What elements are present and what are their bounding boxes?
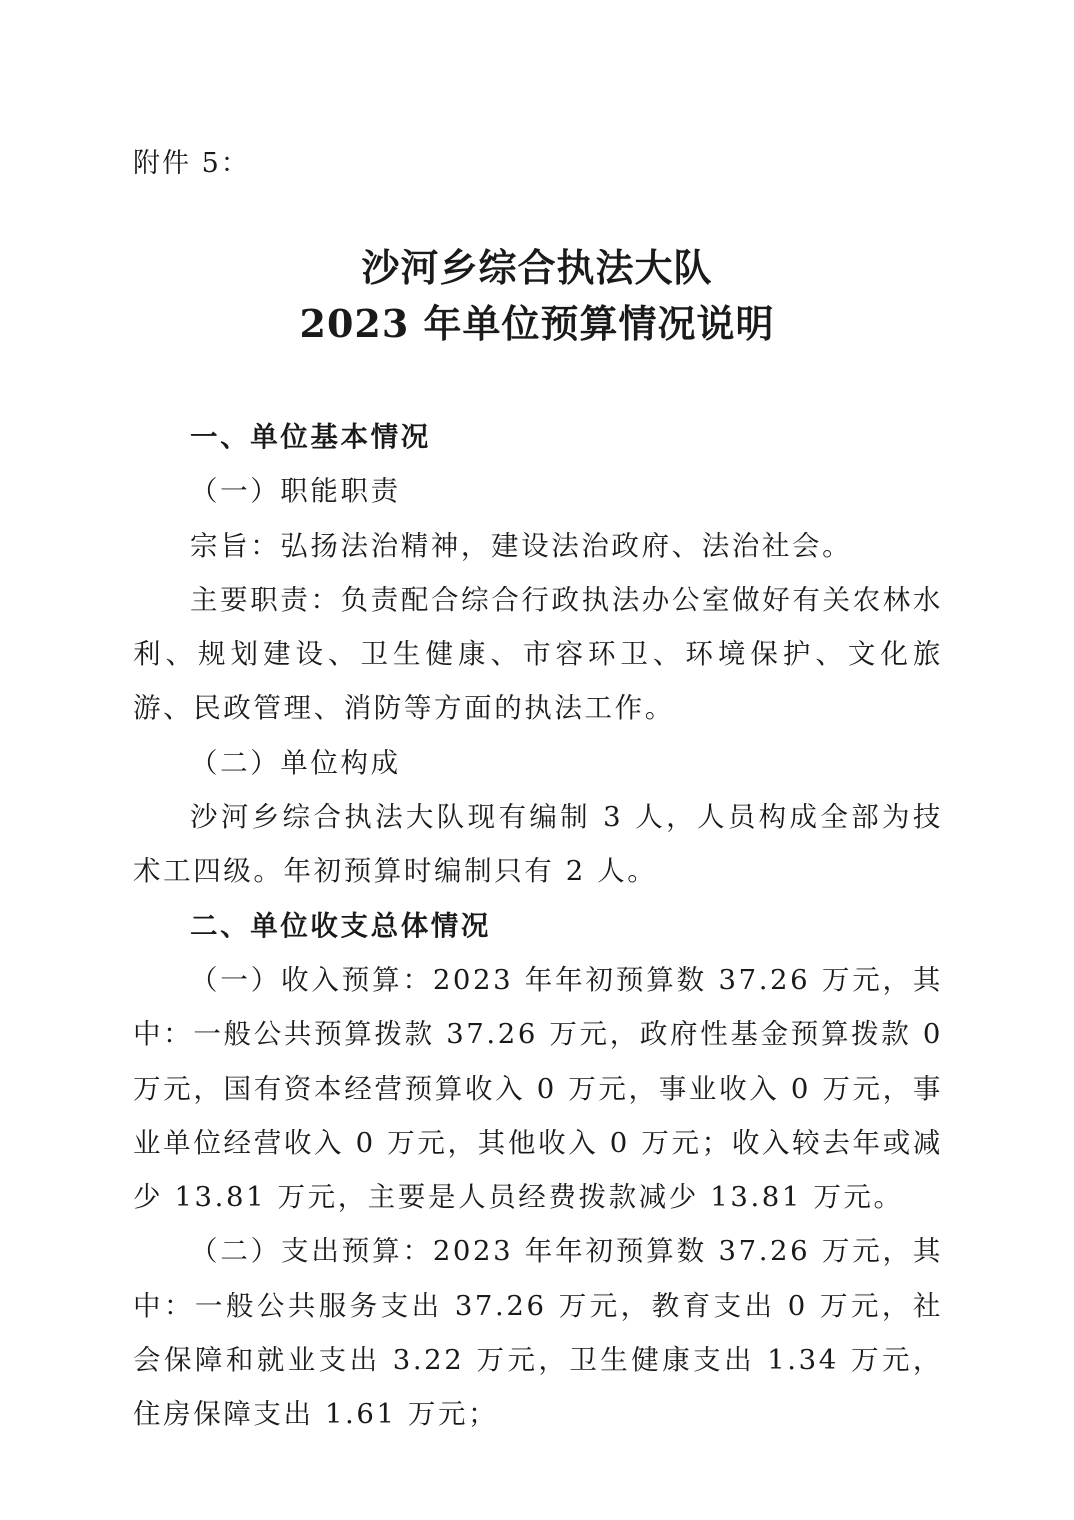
- body-paragraph: （一）收入预算：2023 年年初预算数 37.26 万元，其中：一般公共预算拨款 37.26 万元，政府性基金预算拨款 0 万元，国有资本经营预算收入 0 万元，事业收入 0 万元，事业单位经营收入 0 万元，其他收入 0 万元；收入较去年或减少 13.81 万元，主要是人员经费拨款减少 13.81 万元。: [133, 963, 943, 1214]
- document-body: [133, 410, 943, 1442]
- document-title-line-1: 沙河乡综合执法大队: [361, 245, 713, 290]
- section-heading: 二、单位收支总体情况: [190, 909, 491, 942]
- attachment-label: 附件 5：: [133, 148, 250, 179]
- subsection-heading: （一）职能职责: [190, 475, 401, 508]
- section-heading: 一、单位基本情况: [190, 421, 431, 453]
- subsection-heading: （二）单位构成: [190, 746, 401, 779]
- body-paragraph: 宗旨：弘扬法治精神，建设法治政府、法治社会。: [190, 529, 853, 562]
- document-title-line-2: 2023 年单位预算情况说明: [299, 301, 775, 346]
- body-paragraph: 沙河乡综合执法大队现有编制 3 人，人员构成全部为技术工四级。年初预算时编制只有 2 人。: [133, 801, 943, 888]
- body-paragraph: 主要职责：负责配合综合行政执法办公室做好有关农林水利、规划建设、卫生健康、市容环卫、环境保护、文化旅游、民政管理、消防等方面的执法工作。: [133, 583, 943, 725]
- body-paragraph: （二）支出预算：2023 年年初预算数 37.26 万元，其中：一般公共服务支出 37.26 万元，教育支出 0 万元，社会保障和就业支出 3.22 万元，卫生健康支出 1.34 万元，住房保障支出 1.61 万元；: [133, 1235, 943, 1431]
